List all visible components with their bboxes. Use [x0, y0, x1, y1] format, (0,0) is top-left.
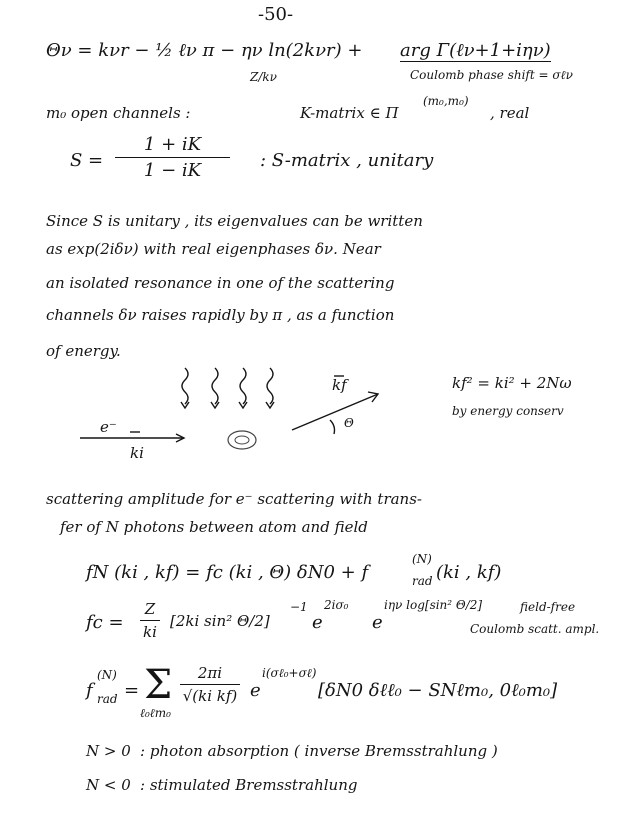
photon-arrowhead-2 — [211, 402, 219, 408]
photon-wave-2 — [212, 368, 218, 404]
photon-arrowhead-3 — [239, 402, 247, 408]
fc-inverse-exponent: −1 — [290, 600, 308, 614]
case-negative-condition: N < 0 — [86, 776, 131, 794]
photon-wave-4 — [267, 368, 273, 404]
theta-arc — [330, 420, 335, 434]
summation-index: ℓ₀ℓm₀ — [140, 706, 171, 720]
fc-exp-base-1: e — [312, 612, 323, 633]
atom-blob-outer — [228, 431, 256, 449]
kf-label: kf — [332, 376, 347, 394]
photon-arrowhead-4 — [266, 402, 274, 408]
paragraph-line-1: Since S is unitary , its eigenvalues can be written — [46, 212, 423, 230]
z-fraction-bar — [140, 620, 160, 621]
energy-conservation-equation: kf² = ki² + 2Nω — [452, 374, 572, 392]
frad-denominator: √(ki kf) — [182, 687, 238, 705]
electron-label: e⁻ — [100, 418, 117, 436]
s-fraction-denominator: 1 − iK — [143, 160, 202, 181]
k-matrix-dimension: (m₀,m₀) — [423, 94, 469, 108]
z-over-k-label: Z/kν — [250, 70, 277, 84]
case-positive-text: : photon absorption ( inverse Bremsstrahlung ) — [140, 742, 498, 760]
ki-label: ki — [130, 444, 144, 462]
arg-gamma-term: arg Γ(ℓν+1+iην) — [400, 40, 551, 61]
paragraph-line-4: channels δν raises rapidly by π , as a function — [46, 306, 395, 324]
energy-conservation-note: by energy conserv — [452, 404, 564, 418]
frad-bracket-expression: [δN0 δℓℓ₀ − SNℓm₀, 0ℓ₀m₀] — [318, 680, 558, 701]
paragraph-line-5: of energy. — [46, 342, 121, 360]
s-matrix-fraction — [115, 134, 230, 181]
theta-equation-lhs: Θν = kνr − ½ ℓν π − ην ln(2kνr) + — [46, 40, 363, 61]
frad-superscript: (N) — [97, 668, 117, 682]
photon-wave-1 — [182, 368, 188, 404]
summation-sign: Σ — [144, 662, 173, 708]
coulomb-phase-note: Coulomb phase shift = σℓν — [410, 68, 573, 82]
page-number: -50- — [258, 4, 294, 25]
case-positive-condition: N > 0 — [86, 742, 131, 760]
fc-exp-base-2: e — [372, 612, 383, 633]
frad-subscript: rad — [97, 692, 118, 706]
fN-rad-subscript: rad — [412, 574, 433, 588]
real-label: , real — [490, 104, 530, 122]
outgoing-electron-arrow — [292, 394, 378, 430]
k-matrix-label: K-matrix ∈ Π — [300, 104, 399, 122]
s-fraction-numerator: 1 + iK — [143, 134, 202, 155]
fN-rad-superscript: (N) — [412, 552, 432, 566]
frad-exponent: i(σℓ₀+σℓ) — [262, 666, 317, 680]
frad-equals: = — [124, 680, 140, 701]
fN-equation-rhs: (ki , kf) — [436, 562, 502, 583]
paragraph-line-2: as exp(2iδν) with real eigenphases δν. Near — [46, 240, 381, 258]
photon-arrowhead-1 — [181, 402, 189, 408]
frad-exp-base: e — [250, 680, 261, 701]
fc-exponent-eta: iην log[sin² Θ/2] — [384, 598, 483, 612]
paragraph-line-3: an isolated resonance in one of the scattering — [46, 274, 395, 292]
scattering-diagram — [60, 360, 420, 470]
open-channels-label: m₀ open channels : — [46, 104, 191, 122]
frad-prefactor-fraction — [180, 664, 240, 705]
frad-lhs: f — [86, 680, 93, 701]
theta-angle-label: Θ — [344, 416, 354, 430]
fc-equation-lhs: fc = — [86, 612, 124, 633]
z-numerator: Z — [144, 600, 156, 618]
frad-numerator: 2πi — [197, 664, 223, 682]
fN-equation-lhs: fN (ki , kf) = fc (ki , Θ) δN0 + f — [86, 562, 369, 583]
coulomb-ampl-note: Coulomb scatt. ampl. — [470, 622, 600, 636]
case-negative-text: : stimulated Bremsstrahlung — [140, 776, 358, 794]
frad-fraction-bar — [180, 684, 240, 685]
scatter-text-line-1: scattering amplitude for e⁻ scattering with trans- — [46, 490, 422, 508]
k-denominator: ki — [143, 623, 157, 641]
s-equals: S = — [70, 150, 104, 171]
fc-exponent-sigma: 2iσ₀ — [324, 598, 349, 612]
s-fraction-bar — [115, 157, 230, 158]
atom-blob-inner — [235, 436, 249, 444]
photon-wave-3 — [240, 368, 246, 404]
s-matrix-unitary-label: : S-matrix , unitary — [260, 150, 434, 171]
field-free-note: field-free — [520, 600, 576, 614]
fc-sin-bracket: [2ki sin² Θ/2] — [170, 612, 270, 630]
z-over-k-fraction — [140, 600, 160, 641]
scatter-text-line-2: fer of N photons between atom and field — [60, 518, 368, 536]
